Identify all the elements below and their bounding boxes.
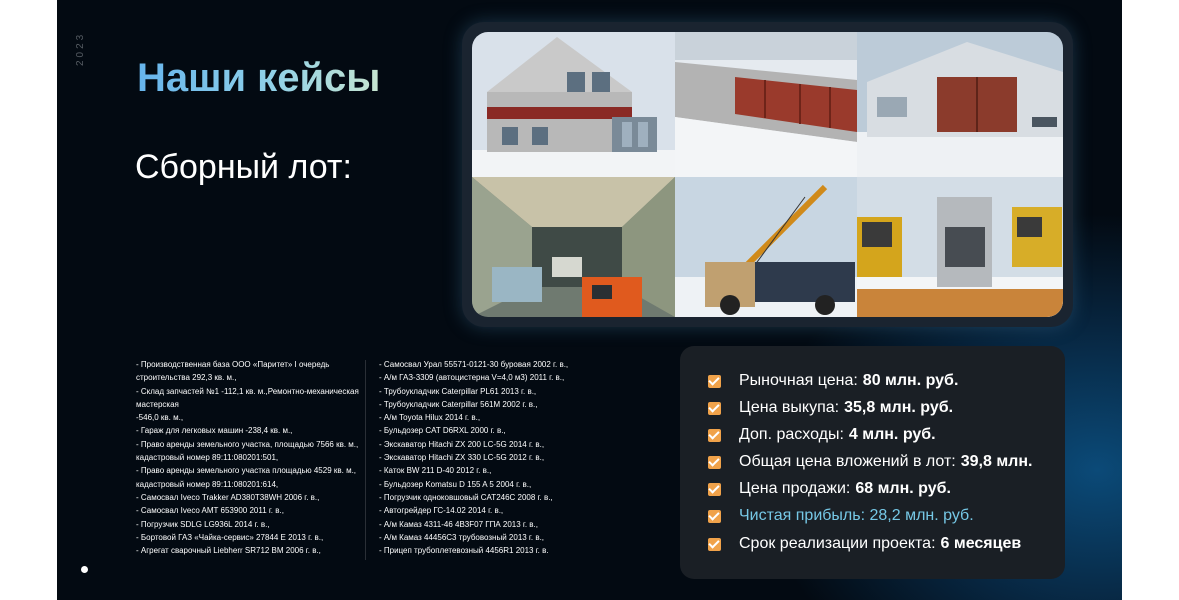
assets-list-right [379,358,599,557]
summary-label: Общая цена вложений в лот: [739,453,956,470]
asset-item: - Прицеп трубоплетевозный 4456R1 2013 г. в. [379,546,549,556]
summary-value: 6 месяцев [940,535,1022,552]
asset-item: - Бульдозер CAT D6RXL 2000 г. в., [379,426,506,436]
asset-item: - Склад запчастей №1 -112,1 кв. м.,Ремонтно-механическая мастерская [136,386,359,409]
checkbox-icon [708,538,721,551]
summary-label: Срок реализации проекта: [739,535,936,552]
asset-item: - Бортовой ГАЗ «Чайка-сервис» 27844 Е 2013 г. в., [136,532,324,542]
asset-item: - Агрегат сварочный Liebherr SR712 BM 2006 г. в., [136,546,321,556]
slide-indicator-dot [81,566,88,573]
asset-item: - Самосвал Урал 55571-0121-30 буровая 2002 г. в., [379,360,569,369]
summary-label: Чистая прибыль: 28,2 млн. руб. [739,507,974,524]
asset-item: - Каток BW 211 D-40 2012 г. в., [379,466,492,476]
summary-row-market-price [708,371,958,391]
photo-collage [462,22,1073,327]
photo-office-building [472,32,675,177]
asset-item: - Производственная база ООО «Паритет» I очередь строительства 292,3 кв. м., [136,360,330,383]
summary-value: 80 млн. руб. [862,372,959,389]
asset-item: - Право аренды земельного участка, площадью 7566 кв. м., кадастровый номер 89:11:080201:501, [136,439,359,463]
checkbox-icon [708,510,721,523]
photo-hangar [857,32,1063,177]
asset-item: - А/м Toyota Hilux 2014 г. в., [379,413,481,423]
summary-value: 35,8 млн. руб. [844,399,954,416]
list-divider [365,360,366,560]
summary-row-buyout-price [708,398,953,418]
checkbox-icon [708,402,721,415]
summary-value: 4 млн. руб. [848,426,936,443]
summary-label: Доп. расходы: [739,426,844,443]
asset-item: - Трубоукладчик Caterpillar PL61 2013 г. в., [379,386,537,396]
summary-row-total-investment [708,452,1032,472]
asset-item: - Право аренды земельного участка площадью 4529 кв. м., кадастровый номер 89:11:080201:614, [136,466,357,489]
lot-subtitle: Сборный лот: [135,148,352,186]
summary-row-project-term [708,534,1021,554]
summary-value: 68 млн. руб. [855,480,951,497]
checkbox-icon [708,429,721,442]
photo-garages-snow [675,32,857,177]
asset-item: - Погрузчик одноковшовый CAT246C 2008 г. в., [379,492,553,502]
page-title: Наши кейсы [137,56,381,100]
checkbox-icon [708,375,721,388]
asset-item: - Трубоукладчик Caterpillar 561M 2002 г. в., [379,399,538,409]
summary-label: Цена выкупа: [739,399,840,416]
photo-crane-truck [675,177,857,317]
asset-item: - А/м Камаз 4311-46 4B3F07 ГПА 2013 г. в., [379,519,538,529]
year-label: 2023 [75,31,86,66]
photo-warehouse-interior [472,177,675,317]
asset-item: - Бульдозер Komatsu D 155 A 5 2004 г. в., [379,479,532,489]
asset-item: - Самосвал Iveco Trakker AD380T38WH 2006 г. в., [136,492,320,502]
summary-label: Цена продажи: [739,480,851,497]
asset-item: - Самосвал Iveco AMT 653900 2011 г. в., [136,506,284,516]
asset-item: - Автогрейдер ГС-14.02 2014 г. в., [379,506,504,516]
summary-row-sale-price [708,479,951,499]
summary-value: 39,8 млн. [960,453,1033,470]
checkbox-icon [708,483,721,496]
asset-item: - Гараж для легковых машин -238,4 кв. м., [136,426,293,436]
assets-list-left [136,358,361,557]
checkbox-icon [708,456,721,469]
asset-item: -546,0 кв. м., [136,413,184,423]
asset-item: - А/м ГАЗ-3309 (автоцистерна V=4,0 м3) 2011 г. в., [379,373,565,383]
asset-item: - А/м Камаз 44456С3 трубовозный 2013 г. в., [379,532,545,542]
summary-label: Рыночная цена: [739,372,858,389]
summary-card [680,346,1065,579]
summary-row-extra-costs [708,425,936,445]
photo-bulldozers [857,177,1063,317]
asset-item: - Погрузчик SDLG LG936L 2014 г. в., [136,519,270,529]
slide [57,0,1122,600]
summary-row-net-profit [708,506,974,526]
asset-item: - Экскаватор Hitachi ZX 330 LC-5G 2012 г. в., [379,453,545,463]
asset-item: - Экскаватор Hitachi ZX 200 LC-5G 2014 г. в., [379,439,545,449]
